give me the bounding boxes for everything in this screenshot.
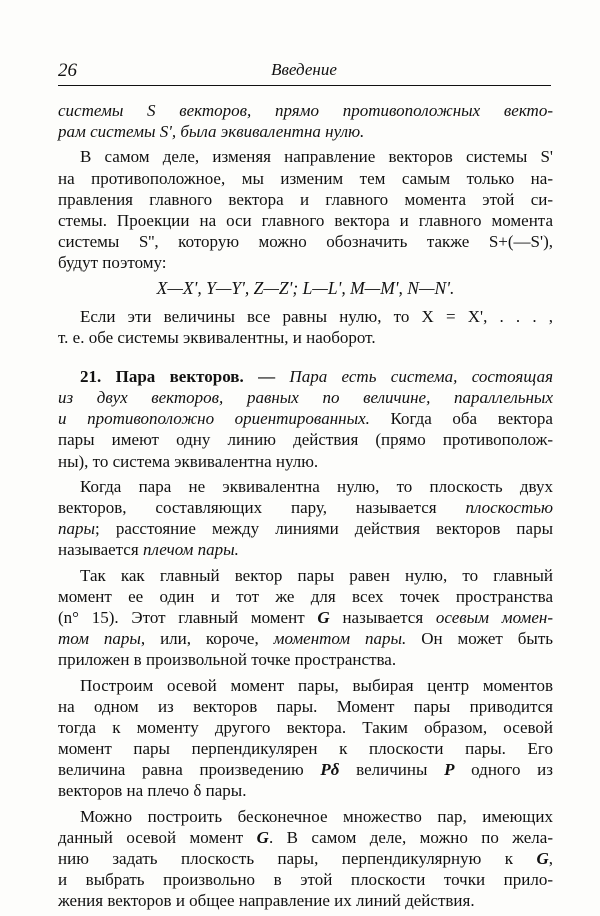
text-line (58, 827, 553, 848)
text-fragment: . В самом деле, можно по жела- (268, 827, 554, 847)
text-line: векторов на плечо δ пары. (58, 781, 247, 801)
page-header (58, 60, 550, 86)
text-body (58, 100, 553, 912)
text-fragment: ; расстояние между линиями действия векторов пары (95, 519, 553, 539)
term-text: осевым момен- (435, 607, 553, 627)
text-line: В самом деле, изменяя направление векторов системы S' (80, 147, 553, 167)
text-line: на противоположное, мы изменим тем самым только на- (58, 168, 553, 188)
text-line: на одном из векторов пары. Момент пары приводится (58, 696, 553, 716)
text-line (58, 518, 553, 539)
header-rule (58, 85, 551, 86)
symbol: P (444, 760, 455, 780)
text-fragment: , или, короче, (140, 629, 274, 649)
definition-text: Пара есть система, состоящая (275, 366, 553, 386)
text-line: пары имеют одну линию действия (прямо противополож- (58, 430, 553, 450)
text-line: приложен в произвольной точке пространства. (58, 650, 397, 670)
text-fragment: , (548, 849, 553, 868)
text-line: жения векторов и общее направление их линий действия. (58, 891, 475, 911)
text-line (58, 539, 553, 560)
term-text: моментом пары. (273, 629, 407, 649)
text-line: и выбрать произвольно в этой плоскости точки прило- (58, 870, 553, 890)
text-line: Построим осевой момент пары, выбирая центр моментов (80, 675, 553, 695)
text-fragment: Когда оба вектора (369, 409, 553, 429)
text-line: момент пары перпендикулярен к плоскости пары. Его (58, 739, 553, 759)
text-line: системы S векторов, прямо противоположных векто- (58, 101, 553, 120)
text-fragment: называется (329, 607, 436, 627)
text-fragment: (n° 15). Этот главный момент (58, 607, 318, 627)
term-text: плечом пары. (142, 540, 239, 560)
text-line: Можно построить бесконечное множество пар, имеющих (80, 806, 553, 826)
text-line: ны), то система эквивалентна нулю. (58, 451, 319, 471)
symbol: G (536, 849, 549, 868)
text-fragment: Он может быть (406, 629, 553, 649)
text-line (58, 408, 553, 429)
text-fragment: одного из (454, 760, 553, 780)
text-line: тогда к моменту другого вектора. Таким образом, осевой (58, 717, 553, 737)
section-heading-line (58, 366, 553, 387)
term-text: плоскостью (465, 498, 553, 517)
symbol: G (317, 607, 330, 627)
text-line (58, 848, 553, 869)
text-line: Когда пара не эквивалентна нулю, то плоскость двух (80, 476, 553, 496)
page-number: 26 (58, 60, 77, 81)
symbol: Pδ (320, 760, 340, 780)
text-fragment: величина равна произведению (58, 760, 321, 780)
formula: X—X', Y—Y', Z—Z'; L—L', M—M', N—N'. (156, 277, 455, 298)
term-text: пары (58, 519, 96, 539)
text-line: стемы. Проекции на оси главного вектора и главного момента (58, 210, 553, 230)
text-fragment: данный осевой момент (58, 827, 257, 847)
text-line: т. е. обе системы эквивалентны, и наоборот. (58, 327, 376, 347)
text-line (58, 759, 553, 780)
text-line: системы S'', которую можно обозначить также S+(—S'), (58, 232, 553, 252)
definition-text: и противоположно ориентированных. (58, 409, 370, 429)
text-line: из двух векторов, равных по величине, параллельных (58, 388, 553, 408)
text-line: рам системы S', была эквивалентна нулю. (58, 122, 365, 142)
text-line: Если эти величины все равны нулю, то X = X', . . . , (80, 306, 553, 326)
text-fragment: величины (339, 760, 445, 780)
text-line (58, 497, 553, 518)
running-title: Введение (271, 60, 337, 79)
text-line: правления главного вектора и главного момента этой си- (58, 189, 553, 209)
text-line: момент ее один и тот же для всех точек пространства (58, 586, 553, 606)
text-fragment: нию задать плоскость пары, перпендикулярную к (58, 849, 537, 868)
symbol: G (256, 827, 269, 847)
text-line (58, 607, 553, 628)
section-title: 21. Пара векторов. — (80, 366, 276, 386)
text-fragment: векторов, составляющих пару, называется (58, 498, 466, 517)
term-text: том пары (58, 629, 141, 649)
text-fragment: называется (58, 540, 143, 560)
text-line: будут поэтому: (58, 253, 167, 273)
text-line (58, 628, 553, 649)
text-line: Так как главный вектор пары равен нулю, то главный (80, 565, 553, 585)
